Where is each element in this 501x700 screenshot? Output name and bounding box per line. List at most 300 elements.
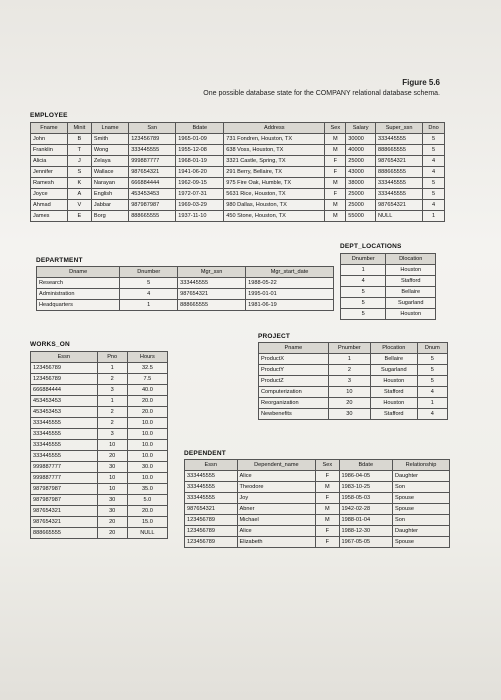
table-cell: 10: [97, 473, 127, 484]
table-cell: 123456789: [31, 374, 98, 385]
table-cell: 291 Berry, Bellaire, TX: [224, 167, 325, 178]
table-cell: 333445555: [376, 134, 423, 145]
table-cell: 25000: [346, 189, 376, 200]
table-row: [341, 309, 436, 320]
table-cell: 123456789: [185, 537, 238, 548]
table-cell: 1: [97, 363, 127, 374]
table-cell: Wallace: [91, 167, 128, 178]
project-header-row: [259, 343, 448, 354]
table-cell: 2: [97, 374, 127, 385]
table-cell: Smith: [91, 134, 128, 145]
table-cell: 7.5: [127, 374, 167, 385]
table-cell: Jabbar: [91, 200, 128, 211]
table-cell: 5: [417, 365, 447, 376]
table-cell: 333445555: [31, 418, 98, 429]
table-cell: 5: [423, 134, 445, 145]
table-cell: T: [67, 145, 91, 156]
table-cell: 123456789: [129, 134, 176, 145]
department-table-title: DEPARTMENT: [36, 257, 83, 264]
table-cell: Alice: [237, 526, 316, 537]
table-cell: 987654321: [31, 517, 98, 528]
table-row: [31, 418, 168, 429]
table-cell: Houston: [386, 309, 436, 320]
table-cell: 999887777: [31, 462, 98, 473]
column-header: Sex: [316, 460, 339, 471]
column-header: Mgr_start_date: [246, 267, 334, 278]
dependent-table: [184, 459, 450, 548]
table-cell: 5: [417, 354, 447, 365]
department-table: [36, 266, 334, 311]
table-row: [31, 178, 445, 189]
table-cell: 1968-01-19: [176, 156, 224, 167]
table-cell: ProductY: [259, 365, 329, 376]
table-cell: 888665555: [178, 300, 246, 311]
table-row: [185, 471, 450, 482]
table-cell: English: [91, 189, 128, 200]
table-cell: Ramesh: [31, 178, 68, 189]
table-cell: 333445555: [185, 482, 238, 493]
table-cell: 1986-04-05: [339, 471, 393, 482]
table-cell: 1981-06-19: [246, 300, 334, 311]
table-cell: F: [316, 471, 339, 482]
table-cell: 333445555: [31, 451, 98, 462]
table-row: [259, 354, 448, 365]
table-cell: 987654321: [185, 504, 238, 515]
table-cell: 987654321: [129, 167, 176, 178]
table-cell: 35.0: [127, 484, 167, 495]
table-cell: 1: [417, 398, 447, 409]
table-cell: 5: [341, 309, 386, 320]
table-cell: 30: [328, 409, 370, 420]
project-table: [258, 342, 448, 420]
table-row: [31, 473, 168, 484]
table-cell: M: [316, 515, 339, 526]
dept-locations-table-title: DEPT_LOCATIONS: [340, 243, 402, 250]
table-cell: Alicia: [31, 156, 68, 167]
table-cell: Joy: [237, 493, 316, 504]
table-cell: 10.0: [127, 418, 167, 429]
table-cell: 5: [423, 178, 445, 189]
table-row: [37, 278, 334, 289]
table-cell: M: [325, 134, 346, 145]
table-cell: Bellaire: [371, 354, 418, 365]
table-cell: 1995-01-01: [246, 289, 334, 300]
table-cell: Stafford: [386, 276, 436, 287]
table-cell: 25000: [346, 200, 376, 211]
works-on-header-row: [31, 352, 168, 363]
table-cell: James: [31, 211, 68, 222]
table-cell: 10: [97, 484, 127, 495]
table-cell: 333445555: [31, 429, 98, 440]
table-cell: 4: [417, 409, 447, 420]
table-cell: 1942-02-28: [339, 504, 393, 515]
dept-locations-header-row: [341, 254, 436, 265]
table-cell: 1937-11-10: [176, 211, 224, 222]
table-cell: Administration: [37, 289, 120, 300]
column-header: Pno: [97, 352, 127, 363]
table-cell: NULL: [127, 528, 167, 539]
table-cell: 888665555: [376, 167, 423, 178]
table-cell: 20.0: [127, 407, 167, 418]
table-cell: Research: [37, 278, 120, 289]
table-row: [259, 365, 448, 376]
table-cell: Stafford: [371, 409, 418, 420]
table-cell: 1955-12-08: [176, 145, 224, 156]
table-cell: 5: [417, 376, 447, 387]
table-row: [31, 528, 168, 539]
table-cell: 10.0: [127, 473, 167, 484]
table-cell: Sugarland: [386, 298, 436, 309]
table-cell: Houston: [371, 398, 418, 409]
works-on-table-title: WORKS_ON: [30, 341, 70, 348]
employee-header-row: [31, 123, 445, 134]
table-cell: 5: [120, 278, 178, 289]
table-row: [31, 407, 168, 418]
table-cell: Jennifer: [31, 167, 68, 178]
table-cell: Michael: [237, 515, 316, 526]
table-cell: 888665555: [31, 528, 98, 539]
table-row: [341, 298, 436, 309]
table-cell: Elizabeth: [237, 537, 316, 548]
table-cell: 1: [328, 354, 370, 365]
table-cell: F: [316, 537, 339, 548]
table-cell: F: [316, 526, 339, 537]
table-cell: 4: [417, 387, 447, 398]
column-header: Address: [224, 123, 325, 134]
column-header: Dnumber: [341, 254, 386, 265]
table-cell: E: [67, 211, 91, 222]
table-cell: 1962-09-15: [176, 178, 224, 189]
table-cell: 10.0: [127, 429, 167, 440]
column-header: Minit: [67, 123, 91, 134]
table-cell: K: [67, 178, 91, 189]
table-cell: 453453453: [129, 189, 176, 200]
column-header: Ssn: [129, 123, 176, 134]
table-cell: 888665555: [129, 211, 176, 222]
table-cell: 5.0: [127, 495, 167, 506]
table-cell: 10.0: [127, 440, 167, 451]
table-cell: 4: [423, 200, 445, 211]
table-cell: 123456789: [185, 515, 238, 526]
table-cell: Zelaya: [91, 156, 128, 167]
table-cell: 453453453: [31, 407, 98, 418]
table-cell: 32.5: [127, 363, 167, 374]
table-row: [31, 517, 168, 528]
table-cell: 20.0: [127, 396, 167, 407]
table-cell: 40000: [346, 145, 376, 156]
table-row: [259, 398, 448, 409]
table-cell: 3321 Castle, Spring, TX: [224, 156, 325, 167]
table-cell: 666884444: [129, 178, 176, 189]
table-cell: 30: [97, 462, 127, 473]
table-cell: 1967-05-05: [339, 537, 393, 548]
table-cell: M: [316, 504, 339, 515]
table-cell: 987987987: [31, 495, 98, 506]
table-cell: 20: [97, 528, 127, 539]
figure-number: Figure 5.6: [402, 78, 440, 87]
table-cell: Theodore: [237, 482, 316, 493]
table-cell: 1988-01-04: [339, 515, 393, 526]
table-cell: 10: [97, 440, 127, 451]
table-cell: 1965-01-09: [176, 134, 224, 145]
table-row: [185, 504, 450, 515]
department-header-row: [37, 267, 334, 278]
table-cell: 638 Voss, Houston, TX: [224, 145, 325, 156]
table-row: [31, 363, 168, 374]
table-cell: 975 Fire Oak, Humble, TX: [224, 178, 325, 189]
table-cell: 333445555: [129, 145, 176, 156]
table-row: [31, 440, 168, 451]
table-cell: 888665555: [376, 145, 423, 156]
table-cell: 30: [97, 506, 127, 517]
column-header: Essn: [185, 460, 238, 471]
table-cell: 333445555: [178, 278, 246, 289]
table-cell: F: [325, 156, 346, 167]
figure-caption: [150, 78, 440, 97]
table-row: [259, 376, 448, 387]
table-cell: 3: [97, 385, 127, 396]
table-cell: Daughter: [393, 471, 450, 482]
table-cell: Houston: [386, 265, 436, 276]
table-cell: 1969-03-29: [176, 200, 224, 211]
table-cell: Bellaire: [386, 287, 436, 298]
table-row: [31, 462, 168, 473]
column-header: Bdate: [176, 123, 224, 134]
table-cell: 731 Fondren, Houston, TX: [224, 134, 325, 145]
table-cell: Daughter: [393, 526, 450, 537]
table-cell: 1: [120, 300, 178, 311]
table-cell: 123456789: [31, 363, 98, 374]
employee-table: [30, 122, 445, 222]
table-cell: 5: [423, 145, 445, 156]
table-cell: 2: [97, 407, 127, 418]
table-cell: F: [325, 167, 346, 178]
table-cell: M: [325, 178, 346, 189]
table-cell: 666884444: [31, 385, 98, 396]
table-cell: M: [325, 145, 346, 156]
table-cell: 987654321: [376, 200, 423, 211]
table-cell: V: [67, 200, 91, 211]
table-cell: 5: [341, 298, 386, 309]
table-cell: 987654321: [376, 156, 423, 167]
table-cell: 1: [97, 396, 127, 407]
table-cell: 1941-06-20: [176, 167, 224, 178]
table-cell: 20: [97, 517, 127, 528]
table-row: [31, 189, 445, 200]
column-header: Dno: [423, 123, 445, 134]
table-cell: 5: [423, 189, 445, 200]
table-cell: NULL: [376, 211, 423, 222]
column-header: Fname: [31, 123, 68, 134]
column-header: Bdate: [339, 460, 393, 471]
table-row: [37, 300, 334, 311]
table-cell: Abner: [237, 504, 316, 515]
table-cell: 987987987: [129, 200, 176, 211]
table-row: [31, 374, 168, 385]
table-cell: Franklin: [31, 145, 68, 156]
table-cell: 1: [341, 265, 386, 276]
table-row: [31, 167, 445, 178]
table-cell: 333445555: [185, 493, 238, 504]
table-cell: 15.0: [127, 517, 167, 528]
table-cell: ProductX: [259, 354, 329, 365]
table-cell: Wong: [91, 145, 128, 156]
table-row: [31, 134, 445, 145]
table-cell: 3: [328, 376, 370, 387]
column-header: Essn: [31, 352, 98, 363]
column-header: Pname: [259, 343, 329, 354]
table-cell: 2: [328, 365, 370, 376]
table-cell: Reorganization: [259, 398, 329, 409]
employee-table-title: EMPLOYEE: [30, 112, 68, 119]
dependent-table-title: DEPENDENT: [184, 450, 226, 457]
table-row: [31, 156, 445, 167]
table-cell: 10: [328, 387, 370, 398]
table-cell: 987654321: [178, 289, 246, 300]
column-header: Dependent_name: [237, 460, 316, 471]
table-cell: Spouse: [393, 493, 450, 504]
table-cell: Narayan: [91, 178, 128, 189]
table-row: [185, 482, 450, 493]
table-cell: 333445555: [31, 440, 98, 451]
column-header: Plocation: [371, 343, 418, 354]
table-cell: 55000: [346, 211, 376, 222]
table-row: [341, 276, 436, 287]
table-row: [185, 526, 450, 537]
table-cell: 1: [423, 211, 445, 222]
table-cell: M: [325, 200, 346, 211]
table-row: [31, 200, 445, 211]
table-cell: 20: [328, 398, 370, 409]
column-header: Lname: [91, 123, 128, 134]
table-cell: 4: [423, 156, 445, 167]
table-cell: Computerization: [259, 387, 329, 398]
table-cell: 4: [341, 276, 386, 287]
table-row: [31, 145, 445, 156]
table-cell: 5: [341, 287, 386, 298]
table-cell: 987987987: [31, 484, 98, 495]
table-cell: 20.0: [127, 506, 167, 517]
column-header: Salary: [346, 123, 376, 134]
table-cell: 5631 Rice, Houston, TX: [224, 189, 325, 200]
column-header: Dname: [37, 267, 120, 278]
table-cell: ProductZ: [259, 376, 329, 387]
column-header: Sex: [325, 123, 346, 134]
table-row: [31, 451, 168, 462]
table-row: [259, 387, 448, 398]
table-cell: M: [316, 482, 339, 493]
table-cell: 30: [97, 495, 127, 506]
table-cell: Stafford: [371, 387, 418, 398]
table-cell: Houston: [371, 376, 418, 387]
table-cell: 4: [120, 289, 178, 300]
table-row: [341, 265, 436, 276]
dept-locations-table: [340, 253, 436, 320]
table-cell: 333445555: [185, 471, 238, 482]
column-header: Super_ssn: [376, 123, 423, 134]
table-cell: A: [67, 189, 91, 200]
table-cell: John: [31, 134, 68, 145]
table-cell: Ahmad: [31, 200, 68, 211]
table-cell: 4: [423, 167, 445, 178]
table-cell: Newbenefits: [259, 409, 329, 420]
table-cell: 1988-12-30: [339, 526, 393, 537]
table-row: [185, 515, 450, 526]
table-cell: 40.0: [127, 385, 167, 396]
column-header: Pnumber: [328, 343, 370, 354]
table-cell: 123456789: [185, 526, 238, 537]
column-header: Mgr_ssn: [178, 267, 246, 278]
table-row: [185, 493, 450, 504]
column-header: Dlocation: [386, 254, 436, 265]
table-cell: Spouse: [393, 504, 450, 515]
table-cell: 3: [97, 429, 127, 440]
table-cell: 43000: [346, 167, 376, 178]
table-cell: Sugarland: [371, 365, 418, 376]
table-cell: 10.0: [127, 451, 167, 462]
table-cell: M: [325, 211, 346, 222]
table-cell: Headquarters: [37, 300, 120, 311]
project-table-title: PROJECT: [258, 333, 291, 340]
table-cell: 987654321: [31, 506, 98, 517]
table-cell: F: [316, 493, 339, 504]
table-cell: J: [67, 156, 91, 167]
table-cell: Joyce: [31, 189, 68, 200]
table-cell: 999887777: [129, 156, 176, 167]
table-cell: Son: [393, 515, 450, 526]
table-cell: Spouse: [393, 537, 450, 548]
table-row: [31, 385, 168, 396]
table-cell: 30000: [346, 134, 376, 145]
column-header: Relationship: [393, 460, 450, 471]
table-cell: F: [325, 189, 346, 200]
table-row: [31, 495, 168, 506]
table-row: [259, 409, 448, 420]
table-row: [31, 506, 168, 517]
table-row: [31, 484, 168, 495]
column-header: Hours: [127, 352, 167, 363]
table-cell: 25000: [346, 156, 376, 167]
table-cell: 2: [97, 418, 127, 429]
dependent-header-row: [185, 460, 450, 471]
table-cell: 30.0: [127, 462, 167, 473]
table-cell: 333445555: [376, 178, 423, 189]
table-row: [31, 211, 445, 222]
table-cell: 999887777: [31, 473, 98, 484]
table-row: [185, 537, 450, 548]
table-cell: B: [67, 134, 91, 145]
table-row: [37, 289, 334, 300]
table-cell: 1988-05-22: [246, 278, 334, 289]
table-cell: 333445555: [376, 189, 423, 200]
table-cell: 1983-10-25: [339, 482, 393, 493]
table-cell: 20: [97, 451, 127, 462]
works-on-table: [30, 351, 168, 539]
table-cell: Son: [393, 482, 450, 493]
figure-caption-text: One possible database state for the COMPANY relational database schema.: [203, 90, 440, 97]
table-row: [341, 287, 436, 298]
table-cell: 1972-07-31: [176, 189, 224, 200]
table-row: [31, 429, 168, 440]
table-cell: 38000: [346, 178, 376, 189]
table-cell: Alice: [237, 471, 316, 482]
table-cell: 980 Dallas, Houston, TX: [224, 200, 325, 211]
column-header: Dnumber: [120, 267, 178, 278]
table-cell: Borg: [91, 211, 128, 222]
table-cell: 453453453: [31, 396, 98, 407]
table-row: [31, 396, 168, 407]
table-cell: S: [67, 167, 91, 178]
